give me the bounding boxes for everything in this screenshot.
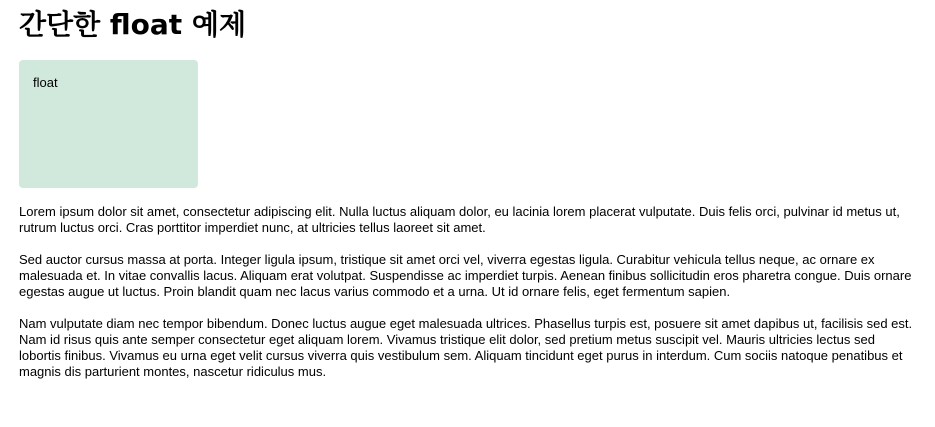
paragraph-2: Sed auctor cursus massa at porta. Integer ligula ipsum, tristique sit amet orci vel, viverra egestas ligula. Curabitur vehicula tellus neque, ac ornare ex malesuada et. In vitae convallis lacus. Aliquam erat volutpat. Suspendisse ac imperdiet turpis. Aenean finibus sollicitudin eros pharetra congue. Duis ornare egestas augue ut luctus. Proin blandit quam nec lacus varius commodo et a urna. Ut id ornare felis, eget fermentum sapien. [19, 252, 912, 299]
content-area [19, 204, 916, 380]
float-box [19, 60, 198, 188]
paragraph-3: Nam vulputate diam nec tempor bibendum. Donec luctus augue eget malesuada ultrices. Phasellus turpis est, posuere sit amet dapibus ut, facilisis sed est. Nam id risus quis ante semper consectetur eget aliquam lorem. Vivamus tristique elit dolor, sed pretium metus suscipit vel. Mauris ultricies lectus sed lobortis finibus. Vivamus eu urna eget velit cursus viverra quis vestibulum sem. Aliquam tincidunt eget purus in interdum. Cum sociis natoque penatibus et magnis dis parturient montes, nascetur ridiculus mus. [19, 316, 913, 379]
float-box-label: float [33, 75, 58, 90]
paragraph-1: Lorem ipsum dolor sit amet, consectetur adipiscing elit. Nulla luctus aliquam dolor, eu lacinia lorem placerat vulputate. Duis felis orci, pulvinar id metus ut, rutrum luctus orci. Cras porttitor imperdiet nunc, at ultricies tellus laoreet sit amet. [19, 204, 900, 235]
page-title: 간단한 float 예제 [19, 8, 247, 41]
